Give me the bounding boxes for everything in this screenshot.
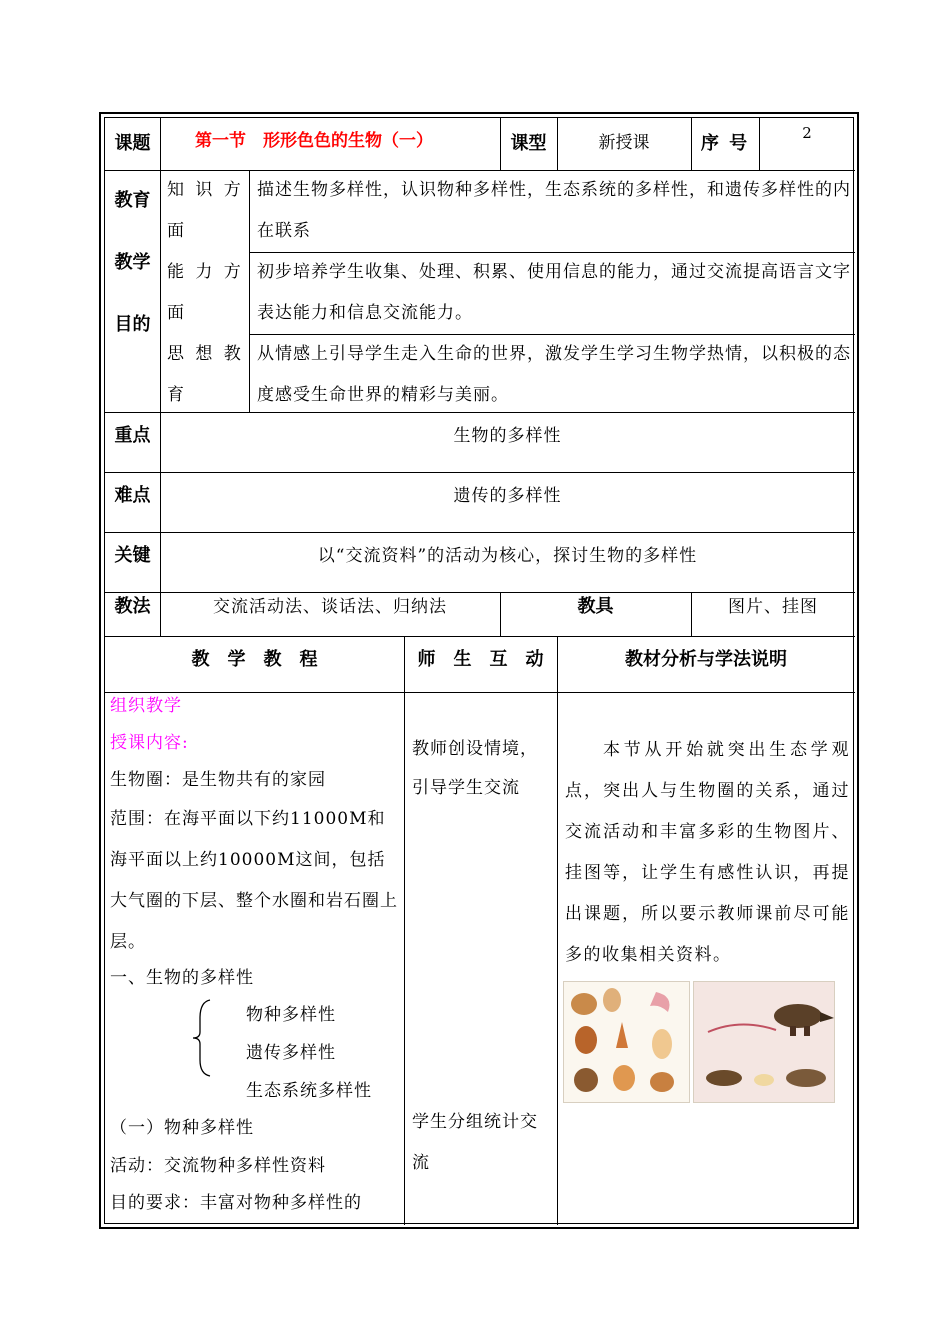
table-outer-border (99, 112, 859, 1229)
key-value: 以“交流资料”的活动为核心，探讨生物的多样性 (317, 546, 698, 566)
tools-label: 教具 (577, 596, 614, 617)
ideology-aspect (167, 334, 247, 412)
interaction-teacher: 教师创设情境，引导学生交流 (412, 739, 538, 798)
difficulty-label: 难点 (114, 485, 151, 506)
aspect-line: 面 (167, 303, 187, 323)
seq-value: 2 (802, 124, 812, 142)
item-genetic-diversity: 遗传多样性 (246, 1043, 336, 1063)
difficulty-value: 遗传的多样性 (453, 486, 562, 506)
type-label: 课型 (510, 133, 547, 154)
platypus-photo-icon (693, 981, 835, 1103)
ability-content: 初步培养学生收集、处理、积累、使用信息的能力，通过交流提高语言文字表达能力和信息交流能力。 (257, 262, 851, 323)
objectives-label-line: 教学 (114, 252, 151, 273)
col-interaction-header: 师 生 互 动 (417, 649, 544, 670)
item-species-diversity: 物种多样性 (246, 1005, 336, 1025)
seq-label: 序 号 (700, 133, 750, 154)
knowledge-content: 描述生物多样性，认识物种多样性，生态系统的多样性，和遗传多样性的内在联系 (257, 180, 851, 241)
activity-text: 活动：交流物种多样性资料 (110, 1156, 326, 1176)
key-point-value: 生物的多样性 (453, 426, 562, 446)
knowledge-aspect (167, 170, 247, 252)
biosphere-definition: 生物圈：是生物共有的家园 (110, 770, 326, 790)
aspect-line: 育 (167, 385, 187, 405)
lesson-plan-table (104, 117, 854, 1224)
goal-text: 目的要求：丰富对物种多样性的 (110, 1193, 362, 1213)
shells-photo-icon (563, 981, 690, 1103)
ability-aspect (167, 252, 247, 334)
key-label: 关键 (114, 545, 151, 566)
col-process-header: 教 学 教 程 (191, 649, 318, 670)
interaction-column (412, 692, 552, 1225)
organize-heading: 组织教学 (110, 696, 182, 716)
tools-value: 图片、挂图 (728, 597, 818, 617)
aspect-line: 思 想 教 (167, 344, 244, 364)
key-point-label: 重点 (114, 425, 151, 446)
process-column (110, 692, 400, 1225)
section-diversity: 一、生物的多样性 (110, 968, 254, 988)
col-analysis-header: 教材分析与学法说明 (625, 649, 787, 670)
ideology-content: 从情感上引导学生走入生命的世界，激发学生学习生物学热情，以积极的态度感受生命世界的精彩与美丽。 (257, 344, 851, 405)
interaction-students: 学生分组统计交流 (412, 1112, 538, 1173)
objectives-label-line: 目的 (114, 314, 151, 335)
aspect-line: 面 (167, 221, 187, 241)
method-label: 教法 (114, 596, 151, 617)
sub-species-diversity: （一）物种多样性 (110, 1118, 254, 1138)
objectives-label (105, 170, 160, 412)
item-ecosystem-diversity: 生态系统多样性 (246, 1081, 372, 1101)
topic-title: 第一节 形形色色的生物（一） (195, 131, 433, 151)
topic-label: 课题 (114, 133, 151, 154)
aspect-line: 知 识 方 (167, 180, 244, 200)
method-value: 交流活动法、谈话法、归纳法 (213, 597, 447, 617)
aspect-line: 能 力 方 (167, 262, 244, 282)
biosphere-range: 范围：在海平面以下约11000M和海平面以上约10000M这间，包括大气圈的下层、整个水圈和岩石圈上层。 (110, 809, 398, 952)
analysis-text: 本节从开始就突出生态学观点，突出人与生物圈的关系，通过交流活动和丰富多彩的生物图片、挂图等，让学生有感性认识，再提出课题，所以要示教师课前尽可能多的收集相关资料。 (565, 740, 850, 965)
type-value: 新授课 (598, 133, 650, 153)
objectives-label-line: 教育 (114, 190, 151, 211)
brace-icon (190, 998, 214, 1078)
content-heading: 授课内容: (110, 733, 189, 753)
